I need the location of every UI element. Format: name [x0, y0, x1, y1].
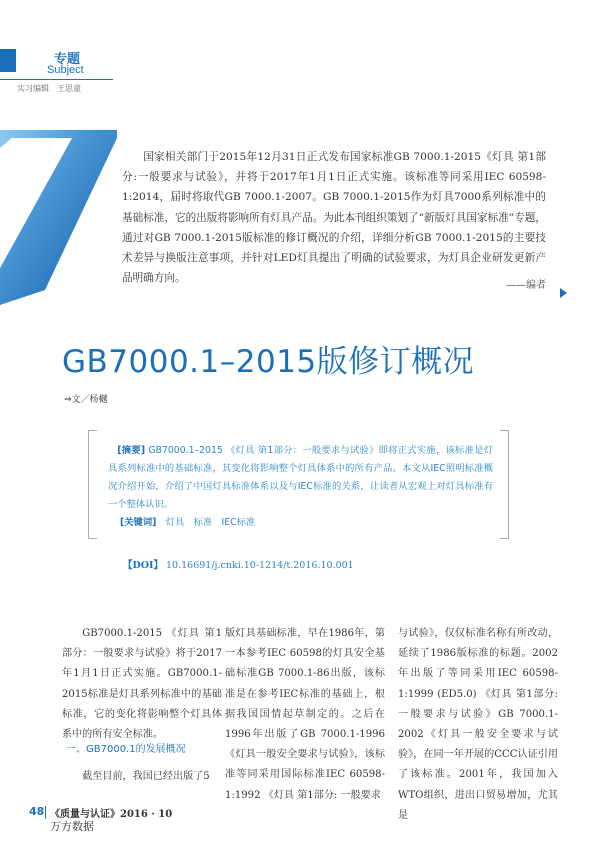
doi-value: 10.16691/j.cnki.10-1214/t.2016.10.001 [166, 560, 354, 571]
article-title: GB7000.1–2015版修订概况 [62, 344, 475, 380]
journal-name: 《质量与认证》2016 · 10 [50, 809, 173, 820]
body-paragraph: GB7000.1-2015 《灯具 第1部分：一般要求与试验》将于2017年1月1日正式实施。GB7000.1-2015标准是灯具系列标准中的基础标准，它的变化将影响整个灯具体系中的所有安全标准。 [62, 628, 222, 741]
keywords-text: 灯具 标准 IEC标准 [165, 517, 256, 528]
body-column-2 [225, 624, 385, 806]
body-column-3 [398, 624, 558, 826]
abstract-label: [摘要] [117, 445, 146, 456]
doi-line [123, 557, 354, 571]
abstract-block [108, 442, 493, 514]
body-column-1 [62, 624, 222, 745]
editor-credit: 实习编辑 王思童 [17, 84, 81, 93]
abstract-text: GB7000.1–2015 《灯具 第1部分：一般要求与试验》即将正式实施，该标准是灯具系列标准中的基础标准，其变化将影响整个灯具体系中的所有产品。本文从IEC照明标准概况介绍开始，介绍了中国灯具标准体系以及与IEC标准的关系，让读者从宏观上对灯具标准有一个整体认识。 [108, 445, 493, 510]
page-number: 48 [29, 805, 45, 818]
body-paragraph: 截至目前，我国已经出版了5 [82, 771, 210, 782]
intro-paragraph: 国家相关部门于2015年12月31日正式发布国家标准GB 7000.1-2015《灯具 第1部分:一般要求与试验》，并将于2017年1月1日正式实施。该标准等同采用IEC 60598-1:2014，届时将取代GB 7000.1-2007。GB 7000.1-2015作为灯具7000系列标准中的基础标准，它的出版将影响所有灯具产品。为此本刊组织策划了“新版灯具国家标准”专题，通过对GB 7000.1-2015版标准的修订概况的介绍，详细分析GB 7000.1-2015的主要技术差异与换版注意事项，并针对LED灯具提出了明确的试验要求，为灯具企业研发更新产品明确方向。 [122, 151, 546, 285]
triangle-marker-icon [560, 288, 567, 298]
section-color-bar [0, 49, 16, 72]
doi-label: 【DOI】 [123, 560, 163, 571]
section-title-cn: 专题 [54, 52, 81, 67]
footer-divider [45, 806, 46, 819]
abstract-bracket-left [88, 430, 97, 539]
section-rule [0, 79, 113, 80]
body-paragraph: 版灯具基础标准，早在1986年，第一本参考IEC 60598的灯具安全基础标准GB 7000.1-86出版，该标准是在参考IEC标准的基础上，根据我国国情起草制定的。之后在1996年出版了GB 7000.1-1996《灯具一般安全要求与试验》，该标准等同采用国际标准IEC 60598-1:1992 《灯具 第1部分: 一般要求 [225, 628, 385, 801]
keywords-line [120, 514, 255, 528]
article-author: ⇒文／杨樾 [64, 395, 108, 405]
section-heading: 一、GB7000.1的发展概况 [66, 744, 186, 755]
abstract-bracket-right [500, 430, 509, 539]
keywords-label: [关键词] [120, 517, 157, 528]
watermark: 万方数据 [50, 820, 94, 833]
intro-signature: ——编者 [506, 280, 546, 291]
body-paragraph: 与试验》，仅仅标准名称有所改动，延续了1986版标准的标题。2002年出版了等同采用IEC 60598-1:1999 (ED5.0) 《灯具 第1部分: 一般要求与试验》GB 7000.1-2002《灯具一般安全要求与试验》，在同一年开展的CCC认证引用了该标准。2001年，我国加入WTO组织，进出口贸易增加，尤其是 [398, 628, 558, 821]
section-title-en: Subject [47, 64, 84, 76]
